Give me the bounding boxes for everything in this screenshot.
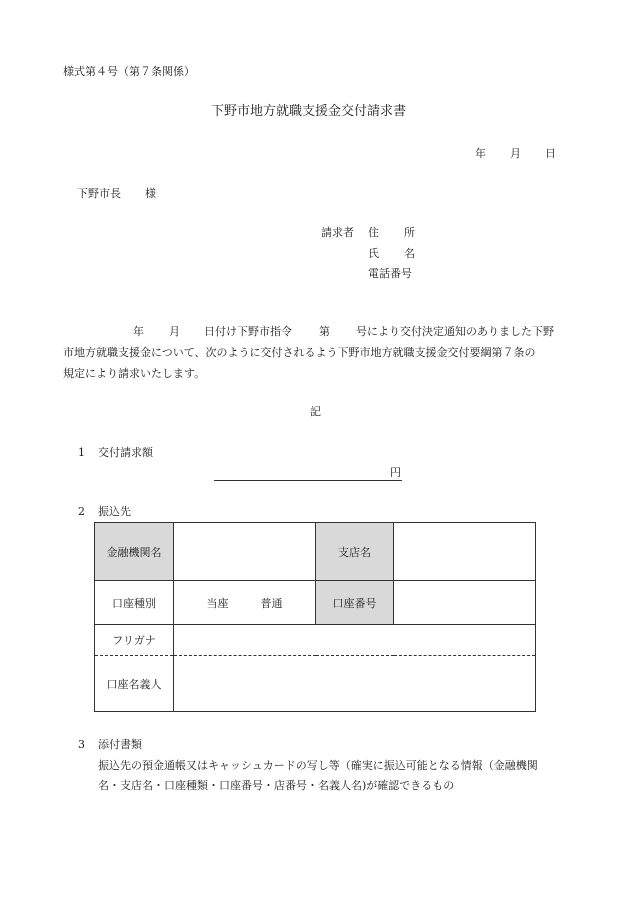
body-number-prefix: 第 [319,325,330,338]
address-label-2: 所 [404,226,415,239]
name-label-2: 名 [404,247,415,260]
name-label-1: 氏 [368,247,379,260]
table-row [95,625,536,656]
document-title: 下野市地方就職支援金交付請求書 [211,104,407,119]
furigana-label: フリガナ [95,625,174,656]
bank-transfer-table [94,522,536,712]
body-date-ref: 日付け下野市指令 [204,325,292,338]
type-current-option[interactable]: 当座 [206,596,229,610]
bank-name-field[interactable] [174,523,316,581]
amount-underline [214,480,402,481]
phone-label: 電話番号 [368,267,412,280]
account-holder-field[interactable] [174,656,536,712]
bank-name-label: 金融機関名 [95,523,174,581]
date-year-label: 年 [475,147,486,160]
addressee-honorific: 様 [145,187,156,200]
account-type-label: 口座種別 [95,581,174,625]
table-row [95,656,536,712]
furigana-field[interactable] [174,625,536,656]
type-ordinary-option[interactable]: 普通 [260,596,283,610]
branch-name-label: 支店名 [316,523,394,581]
addressee-name: 下野市長 [77,187,121,200]
claimant-label: 請求者 [321,226,354,239]
section-1-number: 1 [78,446,85,459]
table-row [95,581,536,625]
body-line2: 市地方就職支援金について、次のように交付されるよう下野市地方就職支援金交付要綱第７条の [63,346,536,359]
branch-name-field[interactable] [394,523,536,581]
ki-heading: 記 [310,405,321,418]
section-3-text-1: 振込先の預金通帳又はキャッシュカードの写し等（確実に振込可能となる情報（金融機関 [98,759,538,772]
section-3-number: 3 [78,738,85,751]
account-number-field[interactable] [394,581,536,625]
section-1-unit: 円 [390,466,401,479]
date-month-label: 月 [510,147,521,160]
body-line3: 規定により請求いたします。 [63,367,206,380]
section-2-number: 2 [78,505,85,518]
section-3-label: 添付書類 [98,738,142,751]
account-holder-label: 口座名義人 [95,656,174,712]
amount-field[interactable] [214,467,387,479]
account-number-label: 口座番号 [316,581,394,625]
body-year: 年 [133,325,144,338]
date-day-label: 日 [545,147,556,160]
table-row [95,523,536,581]
form-number: 様式第４号（第７条関係） [63,65,195,78]
section-3-text-2: 名・支店名・口座種類・口座番号・店番号・名義人名)が確認できるもの [98,779,455,792]
section-1-label: 交付請求額 [98,446,153,459]
body-line1-rest: 号により交付決定通知のありました下野 [356,325,554,338]
address-label-1: 住 [368,226,379,239]
body-month: 月 [169,325,180,338]
section-2-label: 振込先 [98,505,131,518]
account-type-options [174,581,316,625]
